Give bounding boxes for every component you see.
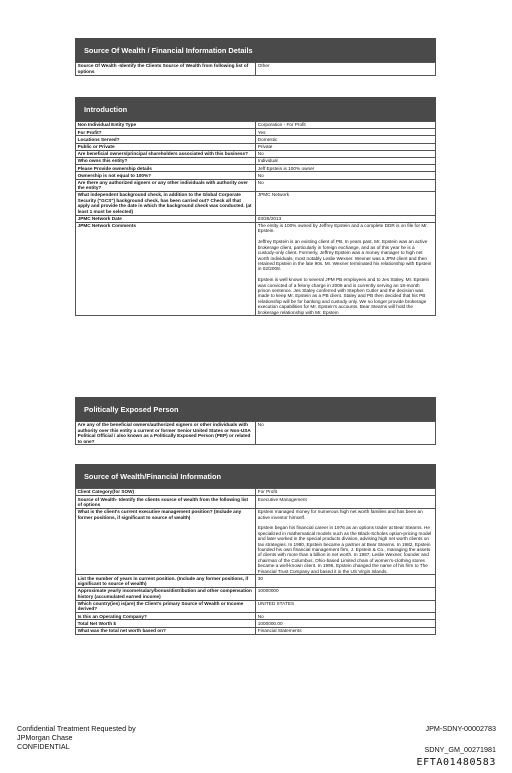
table-row	[76, 122, 436, 129]
field-label: What independent background check, in addition to the Global Corporate Security ("GCS") background check, has been carried out? Check all that apply and provide the date in which the background check was conducted. (at least 1 must be selected)	[76, 192, 256, 215]
table-row	[76, 150, 436, 157]
field-label: Source Of Wealth -Identify the Clients Source of Wealth from following list of options	[76, 63, 256, 76]
confidential-line-1: Confidential Treatment Requested by	[17, 724, 136, 733]
section-politically-exposed-person	[75, 397, 436, 445]
field-value: UNITED STATES	[256, 600, 436, 613]
table-row	[76, 600, 436, 613]
field-label: Approximate yearly income/salary/bonus/distribution and other compensation history (accumulated earned income)	[76, 588, 256, 601]
table-row	[76, 172, 436, 179]
table-row	[76, 508, 436, 575]
field-value: Financial Statements	[256, 627, 436, 634]
field-value: Jeff Epstein is 100% owner	[256, 165, 436, 172]
section-title: Politically Exposed Person	[84, 404, 179, 414]
field-label: Public or Private	[76, 143, 256, 150]
field-value: 10000000	[256, 588, 436, 601]
field-value: Individual	[256, 157, 436, 164]
field-value: 1000000.00	[256, 620, 436, 627]
field-label: Source of Wealth- Identify the clients source of wealth from the following list of options	[76, 496, 256, 509]
table-row	[76, 143, 436, 150]
field-value: Yes	[256, 129, 436, 136]
field-label: List the number of years in current position. (Include any former positions, if significant to source of wealth)	[76, 575, 256, 588]
field-label: Is this an Operating Company?	[76, 613, 256, 620]
table-row	[76, 157, 436, 164]
field-label: Non Individual Entity Type	[76, 122, 256, 129]
field-label: JPMC Network Comments	[76, 222, 256, 316]
footer-left	[17, 724, 136, 751]
field-value: Other	[256, 63, 436, 76]
details-table	[75, 62, 436, 76]
table-row	[76, 215, 436, 222]
details-table	[75, 421, 436, 445]
table-row	[76, 588, 436, 601]
section-header	[75, 97, 436, 121]
field-label: JPMC Network Date	[76, 215, 256, 222]
section-source-of-wealth-financial	[75, 464, 436, 635]
section-header	[75, 38, 436, 62]
field-value: No	[256, 422, 436, 445]
field-value: No	[256, 172, 436, 179]
field-value: No	[256, 179, 436, 192]
field-value: For Profit	[256, 489, 436, 496]
table-row	[76, 422, 436, 445]
field-value: 03/26/2013	[256, 215, 436, 222]
section-header	[75, 397, 436, 421]
bates-number-1: JPM-SDNY-00002783	[425, 724, 496, 733]
table-row	[76, 136, 436, 143]
field-value: The entity is 100% owned by Jeffrey Epstein and a complete DDR is on file for Mr. Epstein. Jeffrey Epstein is an existing client of PB. In years past, Mr. Epstein was an active brokerage client, particularly in foreign exchange, and as of this year he is a custody-only client. Formerly, Jeffrey Epstein was a money manager to high net worth individuals, most notably Leslie Wexner. Wexner was a JPM client and then retained Epstein in the late 90s. Mr. Wexner terminated his relationship with Epstein in 02/2008. Epstein is well known to several JPM PB employees and to Jes Staley. Mr. Epstein was convicted of a felony charge in 2008 and is currently serving an 18-month prison sentence. Jes Staley conferred with Stephen Cutler and the decision was made to keep Mr. Epstein as a PB client. Staley and PB then decided that his PB relationship will be for banking and custody only. We no longer provide brokerage execution capabilities for Mr. Epstein's accounts. Bear Stearns will hold the brokerage relationship with Mr. Epstein	[256, 222, 436, 316]
field-label: For Profit?	[76, 129, 256, 136]
section-title: Source of Wealth/Financial Information	[84, 471, 222, 481]
section-title: Source Of Wealth / Financial Information Details	[84, 45, 253, 55]
field-label: Are beneficial owners/principal shareholders associated with this business?	[76, 150, 256, 157]
field-value: Private	[256, 143, 436, 150]
section-source-of-wealth-details	[75, 38, 436, 76]
section-title: Introduction	[84, 104, 128, 114]
table-row	[76, 620, 436, 627]
field-value: JPMC Network	[256, 192, 436, 215]
field-label: What was the total net worth based on?	[76, 627, 256, 634]
table-row	[76, 613, 436, 620]
table-row	[76, 489, 436, 496]
field-label: Locations Served?	[76, 136, 256, 143]
field-value: Epstein managed money for numerous high net worth families and has been an active investor himself. Epstein began his financial career in 1976 as an options trader at Bear Stearns. He specialized in mathematical models such as the Black-Scholes option-pricing model and later worked in the special products division, advising high net worth clients on tax strategies. In 1980, Epstein became a partner at Bear Stearns. In 1982, Epstein founded his own financial management firm, J. Epstein & Co., managing the assets of clients with more than a billion in net worth. In 1987, Leslie Wexner, founder and chairman of the Columbus, Ohio-based Limited chain of women's-clothing stores became a well-known client. In 1996, Epstein changed the name of his firm to The Financial Trust Company and based it in the US Virgin Islands.	[256, 508, 436, 575]
table-row	[76, 496, 436, 509]
field-value: Domestic	[256, 136, 436, 143]
confidential-line-3: CONFIDENTIAL	[17, 742, 70, 751]
section-introduction	[75, 97, 436, 316]
efta-number: EFTA01480583	[416, 757, 496, 768]
field-label: Total Net Worth $	[76, 620, 256, 627]
bates-number-2: SDNY_GM_00271981	[424, 745, 496, 754]
field-value: Executive Management	[256, 496, 436, 509]
table-row	[76, 192, 436, 215]
table-row	[76, 129, 436, 136]
field-label: Please Provide ownership details	[76, 165, 256, 172]
table-row	[76, 222, 436, 316]
field-label: Who owns this entity?	[76, 157, 256, 164]
table-row	[76, 179, 436, 192]
table-row	[76, 165, 436, 172]
field-value: Corporation - For Profit	[256, 122, 436, 129]
field-label: Are there any authorized signers or any other individuals with authority over the entity?	[76, 179, 256, 192]
field-value: 30	[256, 575, 436, 588]
confidential-line-2: JPMorgan Chase	[17, 733, 73, 742]
field-label: Client Category(for SOW)	[76, 489, 256, 496]
field-label: What is the client's current executive management position? (Include any former positions, if significant to source of wealth)	[76, 508, 256, 575]
field-label: Which country(ies) is(are) the Client's primary Source of Wealth or Income derived?	[76, 600, 256, 613]
field-label: Are any of the beneficial owners/authorized signers or other individuals with authority over this entity a current or former Senior United States or Non-USA Political Official / also known as a Politically Exposed Person (PEP) or related to one?	[76, 422, 256, 445]
details-table	[75, 121, 436, 316]
table-row	[76, 63, 436, 76]
field-value: No	[256, 150, 436, 157]
field-value: No	[256, 613, 436, 620]
section-header	[75, 464, 436, 488]
table-row	[76, 575, 436, 588]
field-label: Ownership is not equal to 100%?	[76, 172, 256, 179]
details-table	[75, 488, 436, 635]
table-row	[76, 627, 436, 634]
